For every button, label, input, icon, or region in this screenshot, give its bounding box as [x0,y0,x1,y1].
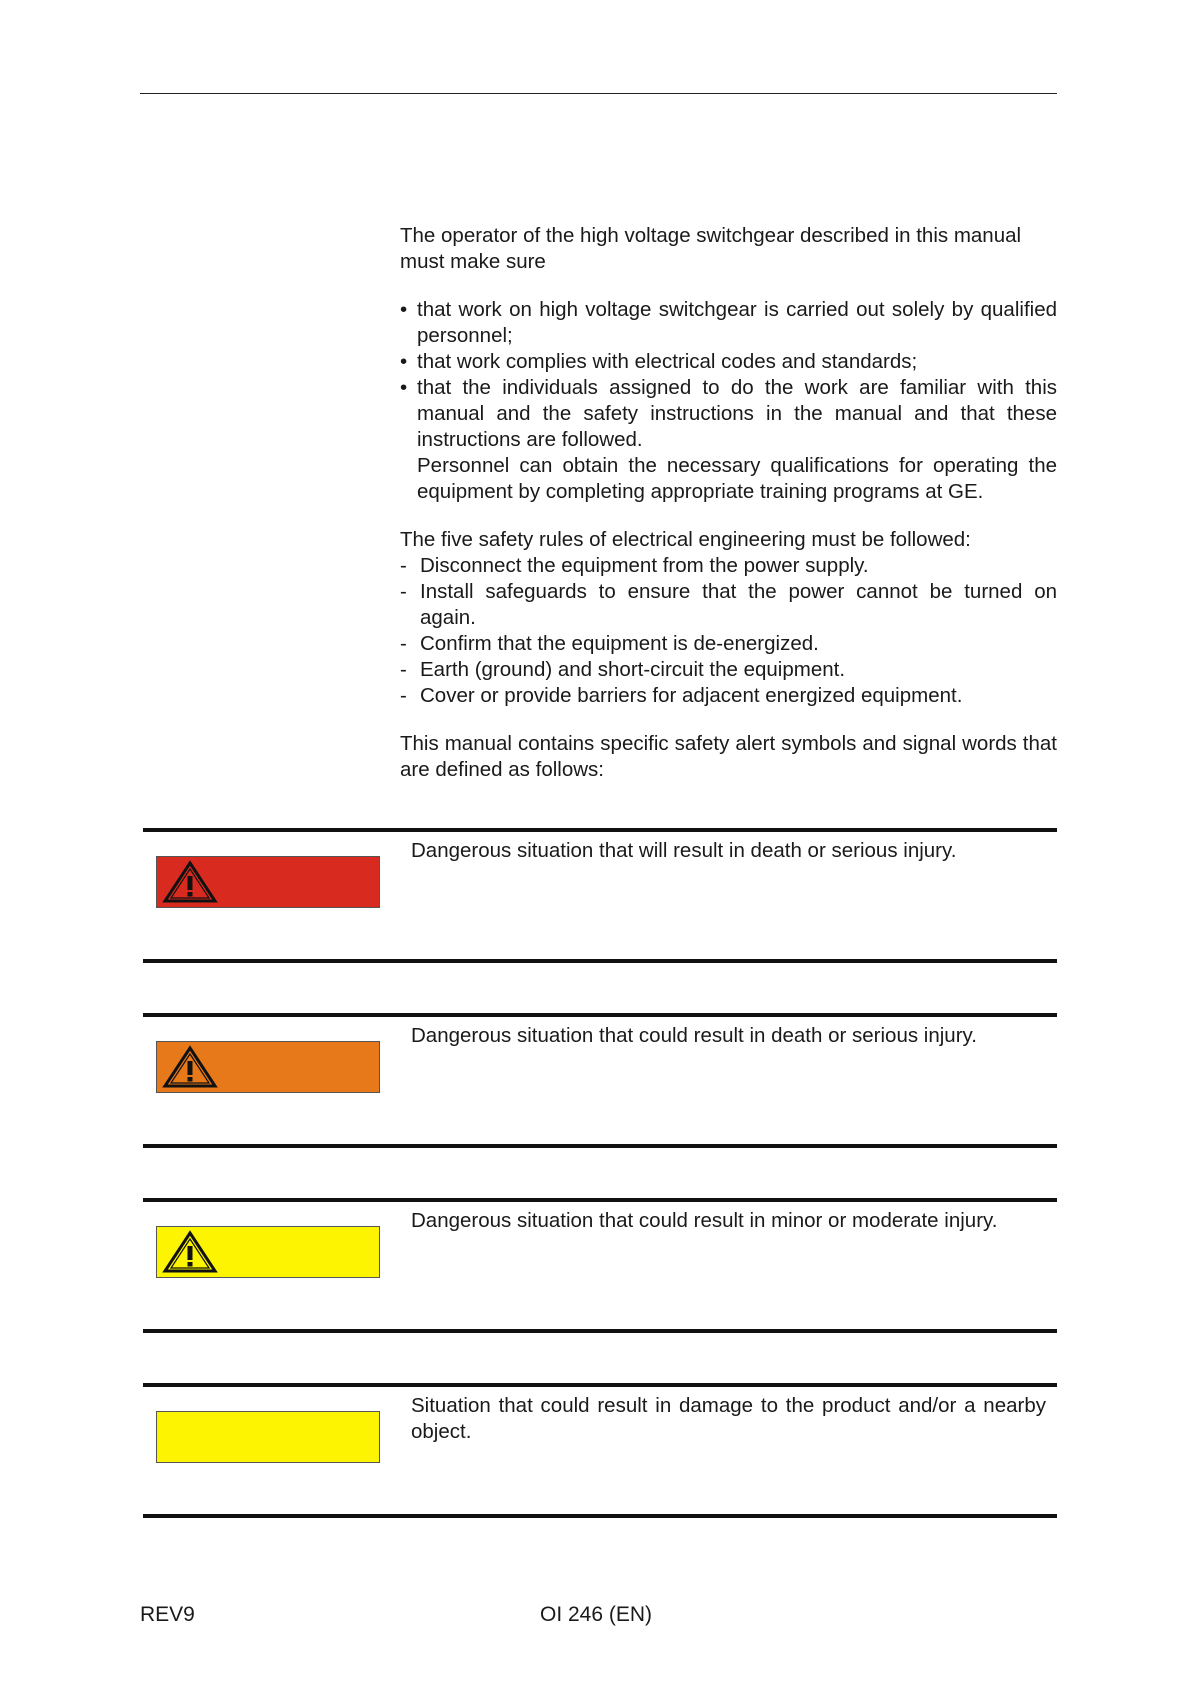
list-item: - Confirm that the equipment is de-energized. [400,631,1057,657]
alert-badge-plain-yellow [156,1411,380,1463]
footer-revision: REV9 [140,1603,195,1626]
alert-badge-orange [156,1041,380,1093]
warning-triangle-icon [162,1230,218,1274]
safety-rules-list [400,553,1057,709]
list-item: • that work complies with electrical codes and standards; [400,349,1057,375]
operator-requirements-list [400,297,1057,453]
symbols-intro: This manual contains specific safety alert symbols and signal words that are defined as follows: [400,732,1057,781]
list-item: - Earth (ground) and short-circuit the equipment. [400,657,1057,683]
alert-badge-yellow [156,1226,380,1278]
alert-description: Dangerous situation that will result in death or serious injury. [411,839,957,862]
alert-badge-red [156,856,380,908]
list-item: - Cover or provide barriers for adjacent energized equipment. [400,683,1057,709]
footer-document-id: OI 246 (EN) [540,1603,653,1626]
warning-triangle-icon [162,860,218,904]
list-item: • that work on high voltage switchgear is carried out solely by qualified personnel; [400,297,1057,349]
operator-lead: The operator of the high voltage switchgear described in this manual must make sure [400,224,1022,273]
warning-triangle-icon [162,1045,218,1089]
alert-block-notice [143,1383,1057,1518]
alert-description: Dangerous situation that could result in minor or moderate injury. [411,1209,998,1232]
header-rule [140,93,1057,94]
safety-rules-lead: The five safety rules of electrical engineering must be followed: [400,528,971,551]
alert-block-danger [143,828,1057,963]
list-item: - Disconnect the equipment from the power supply. [400,553,1057,579]
safety-text [400,223,1057,783]
list-item: - Install safeguards to ensure that the power cannot be turned on again. [400,579,1057,631]
alert-description: Situation that could result in damage to the product and/or a nearby object. [411,1394,1046,1443]
qualification-note: Personnel can obtain the necessary qualifications for operating the equipment by completing appropriate training programs at GE. [417,454,1057,503]
list-item: • that the individuals assigned to do the work are familiar with this manual and the safety instructions in the manual and that these instructions are followed. [400,375,1057,453]
alert-block-caution [143,1198,1057,1333]
alert-block-warning [143,1013,1057,1148]
alert-description: Dangerous situation that could result in death or serious injury. [411,1024,977,1047]
